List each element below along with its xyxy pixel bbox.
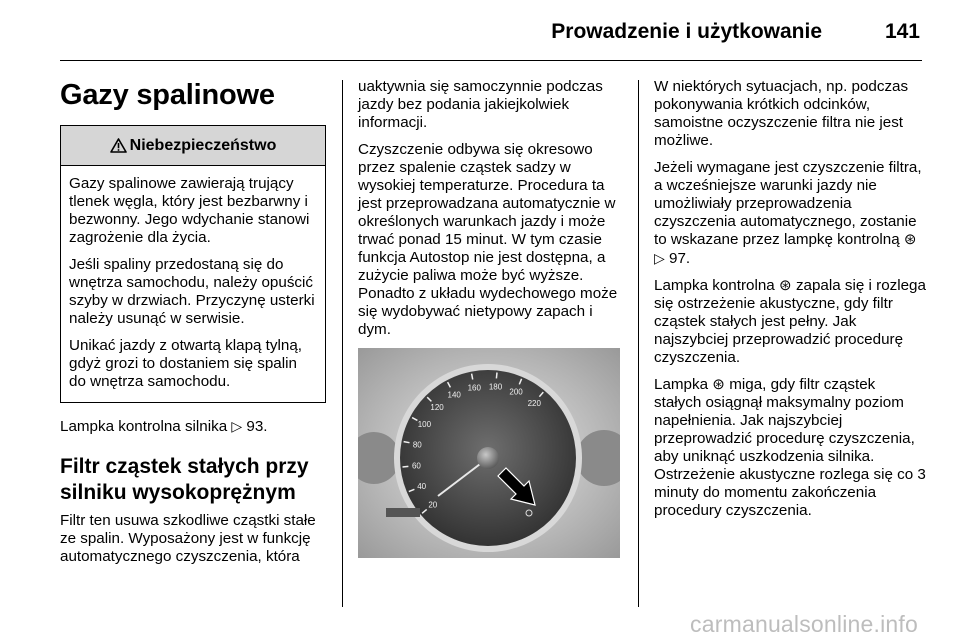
site-watermark: carmanualsonline.info xyxy=(690,611,918,637)
speed-label: 140 xyxy=(447,390,461,400)
speed-tick xyxy=(403,466,409,467)
filter-paragraph xyxy=(654,159,926,268)
speed-label: 60 xyxy=(411,461,421,471)
speed-label: 180 xyxy=(488,382,503,392)
particle-filter-lamp-icon: ⊛ xyxy=(903,231,917,248)
speed-label: 220 xyxy=(527,398,541,408)
warning-paragraph: Jeśli spaliny przedostaną się do wnętrza samochodu, należy opuścić szyby w drzwiach. Przyczynę usterki należy usunąć w serwisie. xyxy=(69,256,315,327)
particle-filter-lamp-icon: ⊛ xyxy=(712,376,726,393)
section-title: Gazy spalinowe xyxy=(60,79,275,111)
filter-paragraph: W niektórych sytuacjach, np. podczas pokonywania krótkich odcinków, samoistne oczyszczenie filtra nie jest możliwe. xyxy=(654,78,909,149)
page-number: 141 xyxy=(884,20,920,43)
warning-label: Niebezpieczeństwo xyxy=(129,136,277,154)
speed-label: 40 xyxy=(417,482,427,492)
filter-paragraph: Czyszczenie odbywa się okresowo przez spalenie cząstek sadzy w wysokiej temperaturze. Procedura ta jest przeprowadzana automatycznie w określonych warunkach jazdy i może trwać ponad 15 minut. W tym czasie funkcja Autostop nie jest dostępna, a zużycie paliwa może być wyższe. Ponadto z układu wydechowego może się wydobywać nietypowy zapach i dym. xyxy=(358,141,618,338)
column-divider-2 xyxy=(638,80,639,607)
particle-filter-lamp-icon: ⊛ xyxy=(778,277,792,294)
speed-label: 80 xyxy=(412,440,422,450)
warning-header xyxy=(61,126,325,166)
page-reference[interactable]: 97. xyxy=(669,250,691,267)
filter-paragraph xyxy=(654,376,926,520)
warning-paragraph: Unikać jazdy z otwartą klapą tylną, gdyż grozi to dostaniem się spalin do wnętrza samochodu. xyxy=(69,337,302,390)
speed-label: 20 xyxy=(428,500,438,510)
engine-lamp-reference xyxy=(60,417,326,436)
paragraph-text: Lampka xyxy=(654,376,709,393)
warning-paragraph: Gazy spalinowe zawierają trujący tlenek węgla, który jest bezbarwny i bezwonny. Jego wdychanie stanowi zagrożenie dla życia. xyxy=(69,175,310,246)
page-reference-icon: ▷ xyxy=(654,250,665,266)
page-reference-icon: ▷ xyxy=(231,418,243,434)
paragraph-text: Lampka kontrolna xyxy=(654,277,775,294)
paragraph-text: Jeżeli wymagane jest czyszczenie filtra, a wcześniejsze warunki jazdy nie umożliwiały przeprowadzenia czyszczenia automatycznego, zostanie to wskazane przez lampkę kontrolną xyxy=(654,159,922,248)
header-rule xyxy=(60,60,922,61)
paragraph-text: zapala się i rozlega się ostrzeżenie akustyczne, gdy filtr cząstek stałych jest pełny. Jak najszybciej przeprowadzić procedurę czyszczenia. xyxy=(654,277,926,366)
column-1 xyxy=(60,78,326,575)
filter-paragraph: uaktywnia się samoczynnie podczas jazdy bez podania jakiejkolwiek informacji. xyxy=(358,78,603,131)
page-header xyxy=(0,0,960,60)
column-2 xyxy=(358,78,624,558)
header-title: Prowadzenie i użytkowanie xyxy=(551,20,822,43)
engine-lamp-text: Lampka kontrolna silnika xyxy=(60,418,228,435)
column-divider-1 xyxy=(342,80,343,607)
warning-body xyxy=(61,166,325,402)
subsection-title: Filtr cząstek stałych przy silniku wysokoprężnym xyxy=(60,455,309,504)
warning-box xyxy=(60,125,326,403)
filter-intro-paragraph: Filtr ten usuwa szkodliwe cząstki stałe ze spalin. Wyposażony jest w funkcję automatycznego czyszczenia, która xyxy=(60,512,316,565)
warning-triangle-icon xyxy=(110,138,127,153)
speed-label: 160 xyxy=(467,383,481,393)
needle-hub xyxy=(477,447,499,469)
column-3 xyxy=(654,78,926,529)
speed-tick xyxy=(496,373,497,379)
paragraph-text: miga, gdy filtr cząstek stałych osiągnął maksymalny poziom napełnienia. Jak najszybciej przeprowadzić procedurę czyszczenia, aby uniknąć uszkodzenia silnika. Ostrzeżenie akustyczne rozlega się co 3 minuty do momentu zakończenia procedury czyszczenia. xyxy=(654,376,926,519)
speed-label: 200 xyxy=(509,387,523,397)
speedometer-illustration xyxy=(358,348,620,558)
speed-label: 100 xyxy=(417,420,432,430)
speed-label: 120 xyxy=(430,403,444,413)
engine-lamp-page[interactable]: 93. xyxy=(246,418,268,435)
filter-paragraph xyxy=(654,277,926,367)
odometer-display xyxy=(386,508,420,517)
